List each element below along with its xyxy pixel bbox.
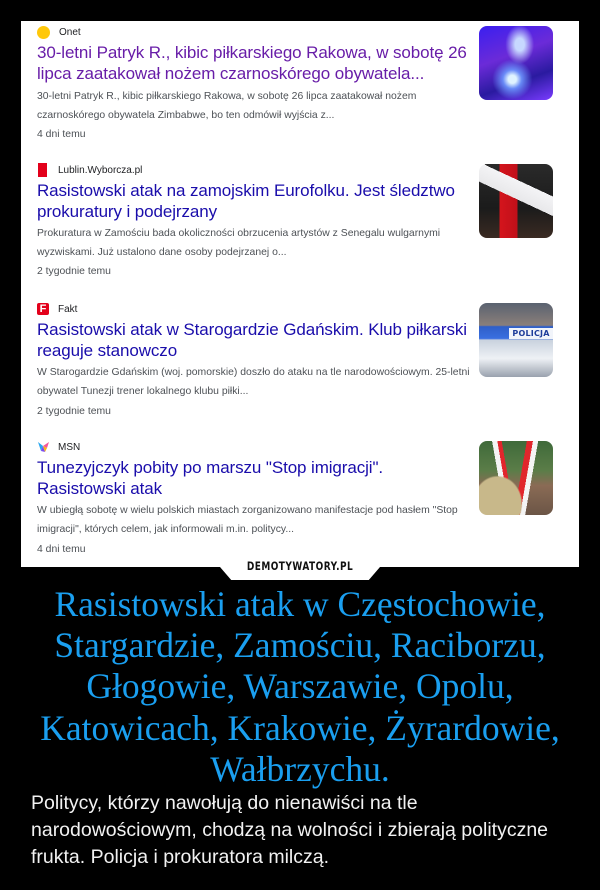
prosecutor-robe-thumbnail[interactable] [479,164,553,238]
policja-label: POLICJA [509,328,553,339]
result-snippet: Prokuratura w Zamościu bada okoliczności obrzucenia artystów z Senegalu wulgarnymi wyzwiskami. Już ustalono dane osoby podejrzanej o... [37,228,441,258]
msn-logo-icon [37,441,49,453]
demotivator-caption: Politycy, którzy nawołują do nienawiści na tle narodowościowym, chodzą na wolności i zbierają polityczne frukta. Policja i prokuratora milczą. [31,792,549,868]
fakt-logo-icon: F [37,303,49,315]
result-date: 4 dni temu [37,129,86,140]
search-results-screenshot [21,21,579,567]
demotivator-headline: Rasistowski atak w Częstochowie, Stargardzie, Zamościu, Raciborzu, Głogowie, Warszawie, Opolu, Katowicach, Krakowie, Żyrardowie, Wałbrzychu. [40,584,560,789]
result-title-link[interactable]: Tunezyjczyk pobity po marszu "Stop imigracji". Rasistowski atak [37,458,384,498]
source-row[interactable] [37,439,80,455]
result-date: 2 tygodnie temu [37,406,111,417]
result-title-link[interactable]: 30-letni Patryk R., kibic piłkarskiego Rakowa, w sobotę 26 lipca zaatakował nożem czarnoskórego obywatela... [37,43,467,83]
march-flags-thumbnail[interactable] [479,441,553,515]
source-name: Fakt [58,303,78,315]
onet-logo-icon [37,26,50,39]
police-car-thumbnail[interactable] [479,303,553,377]
watermark-label: DEMOTYWATORY.PL [246,559,354,573]
result-snippet: 30-letni Patryk R., kibic piłkarskiego Rakowa, w sobotę 26 lipca zaatakował nożem czarnoskórego obywatela Zimbabwe, bo ten odmówił wyjścia z... [37,91,417,121]
source-name: Lublin.Wyborcza.pl [58,164,143,176]
wyborcza-logo-icon [38,163,47,177]
source-row[interactable] [37,24,81,40]
result-title-link[interactable]: Rasistowski atak w Starogardzie Gdańskim. Klub piłkarski reaguje stanowczo [37,320,467,360]
result-date: 2 tygodnie temu [37,266,111,277]
result-snippet: W ubiegłą sobotę w wielu polskich miastach zorganizowano manifestacje pod hasłem "Stop imigracji", których celem, jak informowali m.in. politycy... [37,505,458,535]
source-name: MSN [58,441,81,453]
result-date: 4 dni temu [37,544,86,555]
result-snippet: W Starogardzie Gdańskim (woj. pomorskie) doszło do ataku na tle narodowościowym. 25-letni obywatel Tunezji trener lokalnego klubu piłki... [37,367,470,397]
police-van-night-thumbnail[interactable] [479,26,553,100]
source-name: Onet [59,26,81,38]
source-row[interactable] [37,301,77,317]
result-title-link[interactable]: Rasistowski atak na zamojskim Eurofolku. Jest śledztwo prokuratury i podejrzany [37,181,455,221]
source-row[interactable] [37,162,142,178]
